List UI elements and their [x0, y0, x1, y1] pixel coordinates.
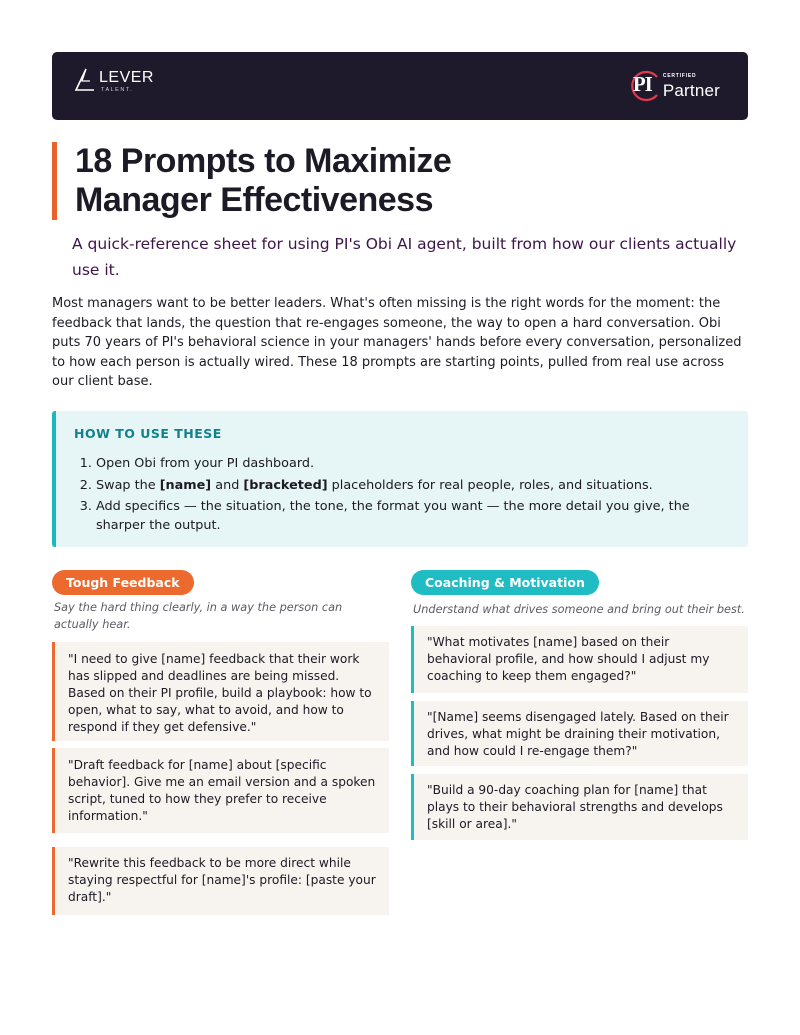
tough-feedback-description: Say the hard thing clearly, in a way the person can actually hear. [54, 601, 343, 631]
how-to-step-2: 2. Swap the [name] and [bracketed] placeholders for real people, roles, and situations. [96, 477, 730, 496]
lever-mark-icon [74, 68, 96, 92]
page-subtitle: A quick-reference sheet for using PI's Obi AI agent, built from how our clients actually use it. [72, 235, 737, 279]
pi-certified-partner-badge [628, 69, 720, 103]
placeholder-bracketed-token: [bracketed] [243, 477, 328, 493]
prompt-card: "What motivates [name] based on their behavioral profile, and how should I adjust my coaching to keep them engaged?" [411, 626, 748, 693]
prompt-card: "I need to give [name] feedback that their work has slipped and deadlines are being missed. Based on their PI profile, build a playbook: how to open, what to say, what to avoid, and how to respond if they get defensive." [52, 642, 389, 741]
how-to-step-3: 3. Add specifics — the situation, the tone, the format you want — the more detail you give, the sharper the output. [96, 498, 730, 535]
title-line-2: Manager Effectiveness [75, 181, 433, 219]
logo-wordmark: LEVER [99, 69, 154, 86]
page-title [52, 142, 692, 220]
badge-partner-text: Partner [662, 80, 720, 100]
title-line-1: 18 Prompts to Maximize [75, 142, 452, 180]
placeholder-name-token: [name] [159, 477, 212, 493]
page-header [52, 52, 748, 120]
prompt-card: "Draft feedback for [name] about [specific behavior]. Give me an email version and a spoken script, tuned to how they prefer to receive information." [52, 748, 389, 833]
tough-feedback-section [52, 570, 389, 915]
tough-feedback-pill: Tough Feedback [52, 570, 194, 595]
badge-certified-text: CERTIFIED [662, 72, 697, 79]
intro-paragraph: Most managers want to be better leaders. What's often missing is the right words for the moment: the feedback that lands, the question that re-engages someone, the way to open a hard conversation. Obi puts 70 years of PI's behavioral science in your managers' hands before every conversation, personalized to how each person is actually wired. These 18 prompts are starting points, pulled from real use across our client base. [52, 296, 742, 389]
badge-pi-text: PI [632, 72, 652, 96]
prompt-card: "Rewrite this feedback to be more direct while staying respectful for [name]'s profile: [paste your draft]." [52, 847, 389, 915]
coaching-motivation-description: Understand what drives someone and bring out their best. [413, 603, 745, 616]
coaching-motivation-pill: Coaching & Motivation [411, 570, 599, 595]
prompt-card: "[Name] seems disengaged lately. Based on their drives, what might be draining their motivation, and how could I re-engage them?" [411, 701, 748, 766]
lever-talent-logo [74, 68, 154, 94]
coaching-motivation-section [411, 570, 748, 840]
how-to-box [52, 411, 748, 547]
how-to-title: HOW TO USE THESE [74, 426, 222, 441]
how-to-steps [74, 455, 730, 535]
pi-mark-icon [628, 69, 662, 103]
how-to-step-1: 1. Open Obi from your PI dashboard. [96, 455, 730, 474]
prompt-card: "Build a 90-day coaching plan for [name] that plays to their behavioral strengths and develops [skill or area]." [411, 774, 748, 840]
logo-subwordmark: TALENT. [101, 87, 134, 93]
